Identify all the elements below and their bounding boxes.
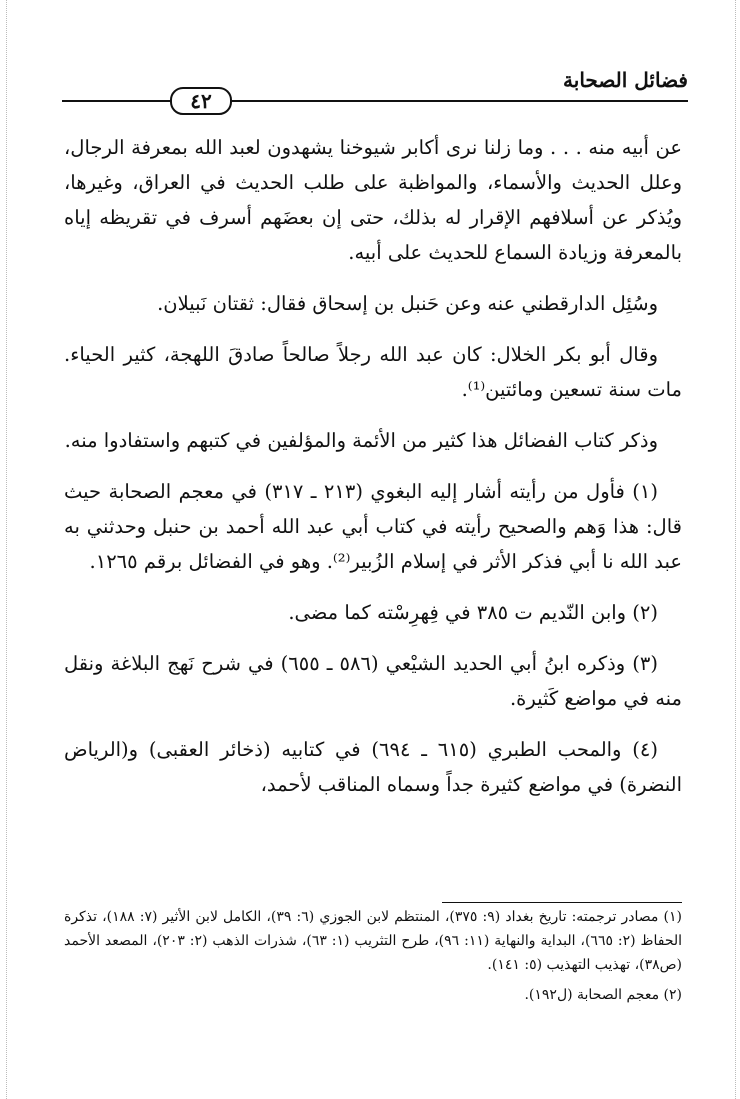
scan-margin-left: [6, 0, 7, 1099]
paragraph: (٣) وذكره ابنُ أبي الحديد الشيْعي (٥٨٦ ـ ٦٥٥) في شرح نَهج البلاغة ونقل منه في مواضع كَثيرة.: [64, 652, 682, 710]
paragraph: وذكر كتاب الفضائل هذا كثير من الأئمة والمؤلفين في كتبهم واستفادوا منه.: [64, 429, 658, 452]
footnotes: [64, 905, 682, 1013]
main-text: [64, 130, 682, 818]
paragraph: (٢) وابن النّديم ت ٣٨٥ في فِهرِسْته كما مضى.: [288, 601, 658, 624]
running-header: [62, 60, 688, 113]
page-number: ٤٢: [170, 87, 232, 115]
header-rule: [62, 100, 688, 102]
book-title: فضائل الصحابة: [563, 68, 688, 92]
paragraph: (١) فأول من رأيته أشار إليه البغوي (٢١٣ ـ ٣١٧) في معجم الصحابة حيث قال: هذا وَهم والصحيح رأيته في كتاب أبي عبد الله أحمد بن حنبل وحدثني به عبد الله نا أبي فذكر الأثر في إسلام الزُبير⁽²⁾. وهو في الفضائل برقم ١٢٦٥.: [64, 480, 682, 573]
paragraph: وقال أبو بكر الخلال: كان عبد الله رجلاً صالحاً صادقَ اللهجة، كثير الحياء. مات سنة تسعين ومائتين⁽¹⁾.: [64, 343, 682, 401]
paragraph: (٤) والمحب الطبري (٦١٥ ـ ٦٩٤) في كتابيه (ذخائر العقبى) و(الرياض النضرة) في مواضع كثيرة جداً وسماه المناقب لأحمد،: [64, 738, 682, 796]
footnote: (٢) معجم الصحابة (ل١٩٢).: [524, 987, 682, 1003]
footnote: (١) مصادر ترجمته: تاريخ بغداد (٩: ٣٧٥)، المنتظم لابن الجوزي (٦: ٣٩)، الكامل لابن الأثير (٧: ١٨٨)، تذكرة الحفاظ (٢: ٦٦٥)، البداية والنهاية (١١: ٩٦)، طرح التثريب (١: ٦٣)، شذرات الذهب (٢: ٢٠٣)، المصعد الأحمد (ص٣٨)، تهذيب التهذيب (٥: ١٤١).: [64, 909, 683, 973]
footnote-divider: [442, 902, 682, 903]
scan-margin-right: [735, 0, 736, 1099]
paragraph: عن أبيه منه . . . وما زلنا نرى أكابر شيوخنا يشهدون لعبد الله بمعرفة الرجال، وعلل الحديث والأسماء، والمواظبة على طلب الحديث في العراق، وغيرها، ويُذكر عن أسلافهم الإقرار له بذلك، حتى إن بعضَهم أسرف في تقريظه إياه بالمعرفة وزيادة السماع للحديث على أبيه.: [64, 136, 682, 264]
paragraph: وسُئِل الدارقطني عنه وعن حَنبل بن إسحاق فقال: ثقتان نَبيلان.: [157, 292, 658, 315]
